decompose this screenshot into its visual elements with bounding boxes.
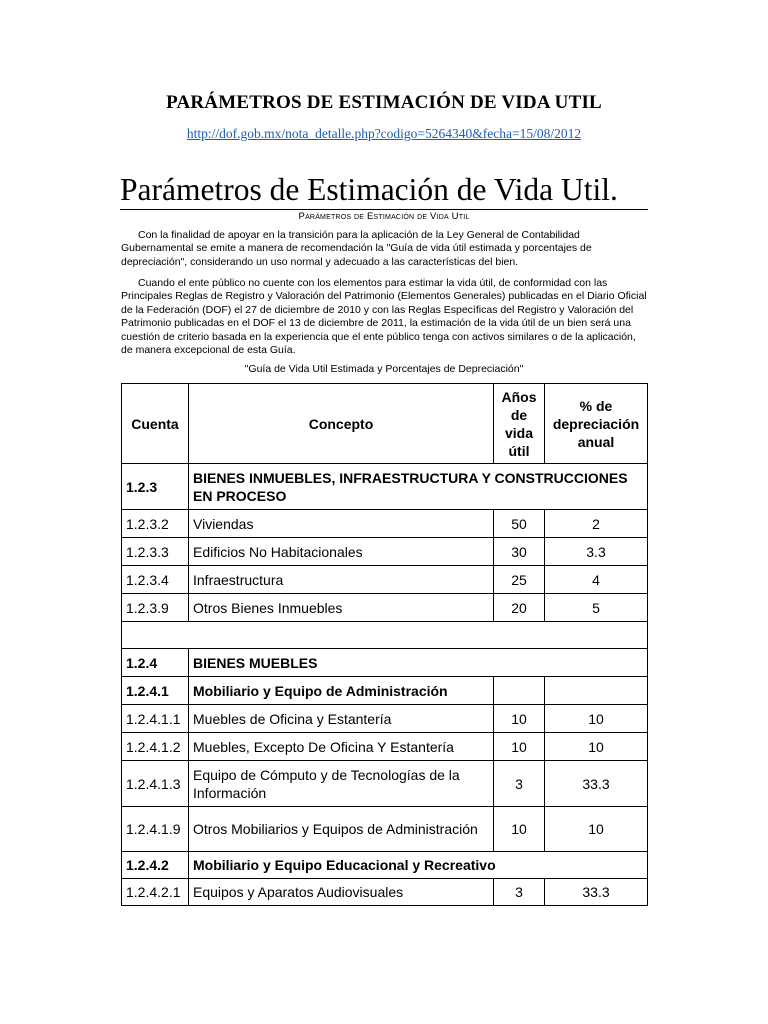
cuenta-cell: 1.2.4.1.9 <box>122 807 189 852</box>
table-row <box>122 733 648 761</box>
depreciacion-cell: 2 <box>545 510 648 538</box>
cuenta-cell: 1.2.3.2 <box>122 510 189 538</box>
concepto-cell: Muebles de Oficina y Estantería <box>189 705 494 733</box>
depreciation-table <box>121 383 648 906</box>
document-subtitle: Parámetros de Estimación de Vida Util <box>298 211 470 222</box>
depreciacion-cell: 4 <box>545 566 648 594</box>
anos-cell: 25 <box>494 566 545 594</box>
depreciacion-cell: 5 <box>545 594 648 622</box>
table-row <box>122 566 648 594</box>
depreciacion-cell <box>545 677 648 705</box>
cuenta-cell: 1.2.4 <box>122 649 189 677</box>
header-anos: Años de vida útil <box>494 384 545 464</box>
concepto-cell: Muebles, Excepto De Oficina Y Estantería <box>189 733 494 761</box>
concepto-cell: Mobiliario y Equipo Educacional y Recreativo <box>189 852 648 879</box>
header-depreciacion: % de depreciación anual <box>545 384 648 464</box>
cuenta-cell: 1.2.4.1 <box>122 677 189 705</box>
cuenta-cell: 1.2.3.3 <box>122 538 189 566</box>
concepto-cell: Viviendas <box>189 510 494 538</box>
cuenta-cell: 1.2.3.4 <box>122 566 189 594</box>
table-header-row <box>122 384 648 464</box>
document-heading: Parámetros de Estimación de Vida Util. <box>120 172 618 207</box>
concepto-cell: Mobiliario y Equipo de Administración <box>189 677 494 705</box>
table-row <box>122 807 648 852</box>
concepto-cell: Edificios No Habitacionales <box>189 538 494 566</box>
concepto-cell: Otros Bienes Inmuebles <box>189 594 494 622</box>
cuenta-cell: 1.2.4.2.1 <box>122 879 189 906</box>
depreciacion-cell: 33.3 <box>545 879 648 906</box>
anos-cell: 50 <box>494 510 545 538</box>
cuenta-cell: 1.2.4.2 <box>122 852 189 879</box>
depreciacion-cell: 3.3 <box>545 538 648 566</box>
table-row <box>122 705 648 733</box>
intro-paragraph: Con la finalidad de apoyar en la transición para la aplicación de la Ley General de Contabilidad Gubernamental se emite a manera de recomendación la "Guía de vida útil estimada y porcentajes de depreciación", considerando un uso normal y adecuado a las características del bien. <box>121 229 592 268</box>
empty-cell <box>122 622 648 649</box>
anos-cell: 20 <box>494 594 545 622</box>
table-row <box>122 538 648 566</box>
concepto-cell: Infraestructura <box>189 566 494 594</box>
cuenta-cell: 1.2.3.9 <box>122 594 189 622</box>
cuenta-cell: 1.2.4.1.1 <box>122 705 189 733</box>
table-row <box>122 852 648 879</box>
table-row <box>122 464 648 510</box>
concepto-cell: Equipo de Cómputo y de Tecnologías de la Información <box>189 761 494 807</box>
anos-cell: 10 <box>494 807 545 852</box>
criteria-paragraph: Cuando el ente público no cuente con los elementos para estimar la vida útil, de conformidad con las Principales Reglas de Registro y Valoración del Patrimonio (Elementos Generales) publicadas en el Diario Oficial de la Federación (DOF) el 27 de diciembre de 2010 y con las Reglas Específicas del Registro y Valoración del Patrimonio publicadas en el DOF el 13 de diciembre de 2011, la estimación de la vida útil de un bien será una cuestión de criterio basada en la experiencia que el ente público tenga con activos similares o de la aplicación, de manera excepcional de esta Guía. <box>121 277 647 357</box>
cuenta-cell: 1.2.4.1.3 <box>122 761 189 807</box>
anos-cell: 10 <box>494 705 545 733</box>
concepto-cell: Equipos y Aparatos Audiovisuales <box>189 879 494 906</box>
table-row <box>122 879 648 906</box>
table-row <box>122 594 648 622</box>
depreciacion-cell: 10 <box>545 807 648 852</box>
anos-cell: 3 <box>494 879 545 906</box>
concepto-cell: Otros Mobiliarios y Equipos de Administración <box>189 807 494 852</box>
concepto-cell: BIENES INMUEBLES, INFRAESTRUCTURA Y CONSTRUCCIONES EN PROCESO <box>189 464 648 510</box>
anos-cell: 10 <box>494 733 545 761</box>
spacer-row <box>122 622 648 649</box>
header-cuenta: Cuenta <box>122 384 189 464</box>
table-row <box>122 761 648 807</box>
source-link[interactable]: http://dof.gob.mx/nota_detalle.php?codigo=5264340&fecha=15/08/2012 <box>186 126 582 141</box>
table-caption: "Guía de Vida Util Estimada y Porcentajes de Depreciación" <box>244 363 524 375</box>
table-row <box>122 677 648 705</box>
concepto-cell: BIENES MUEBLES <box>189 649 648 677</box>
depreciacion-cell: 33.3 <box>545 761 648 807</box>
depreciacion-cell: 10 <box>545 733 648 761</box>
anos-cell <box>494 677 545 705</box>
anos-cell: 30 <box>494 538 545 566</box>
cuenta-cell: 1.2.4.1.2 <box>122 733 189 761</box>
table-row <box>122 649 648 677</box>
table-row <box>122 510 648 538</box>
anos-cell: 3 <box>494 761 545 807</box>
page-title: PARÁMETROS DE ESTIMACIÓN DE VIDA UTIL <box>166 92 602 113</box>
depreciacion-cell: 10 <box>545 705 648 733</box>
header-concepto: Concepto <box>189 384 494 464</box>
cuenta-cell: 1.2.3 <box>122 464 189 510</box>
heading-divider <box>120 209 648 210</box>
